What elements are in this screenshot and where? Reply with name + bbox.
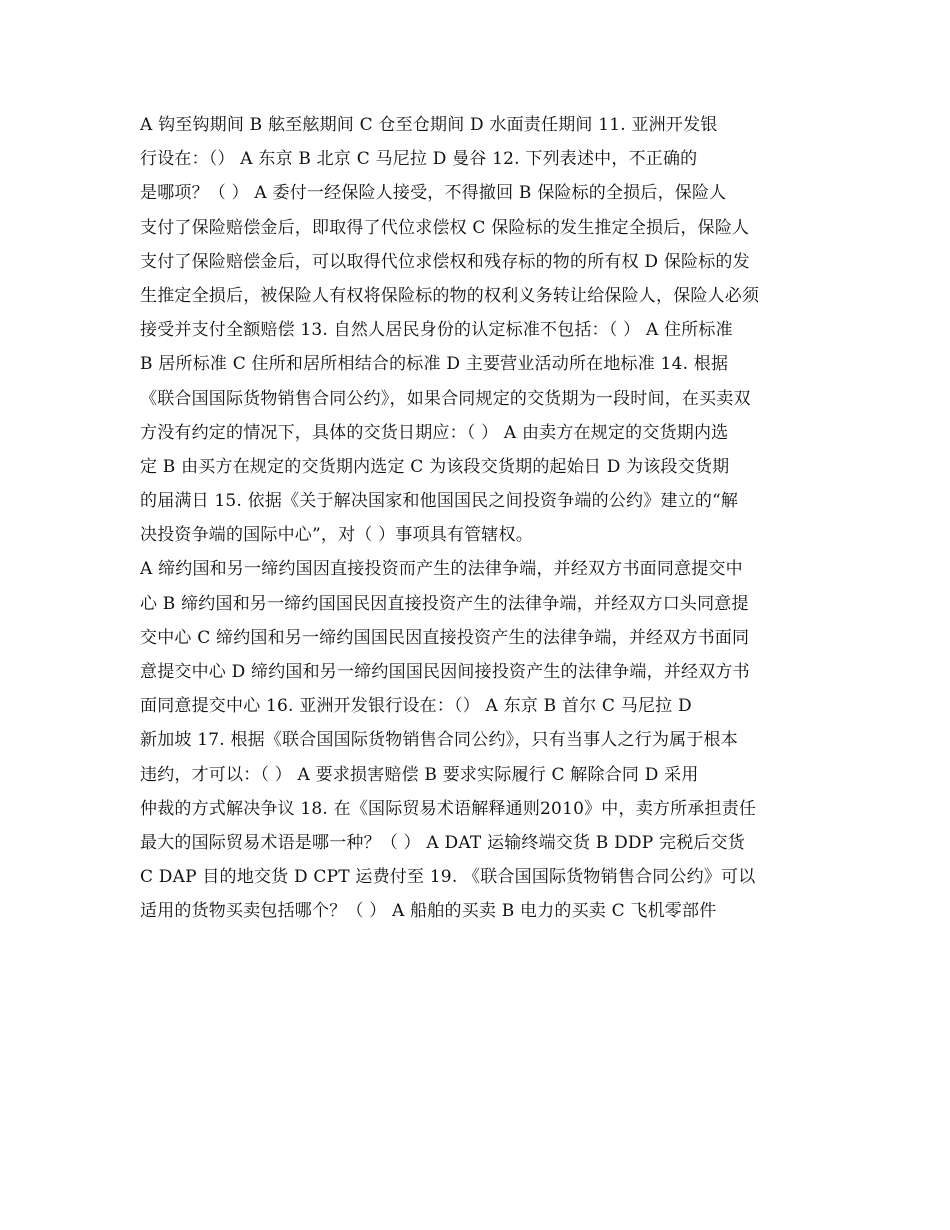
document-body [140, 108, 820, 929]
text-line: A 钩至钩期间 B 舷至舷期间 C 仓至仓期间 D 水面责任期间 11. 亚洲开发银 [140, 115, 718, 135]
text-line: 《联合国国际货物销售合同公约》，如果合同规定的交货期为一段时间，在买卖双 [140, 388, 751, 409]
text-line: 支付了保险赔偿金后，可以取得代位求偿权和残存标的物的所有权 D 保险标的发 [140, 251, 750, 272]
text-line: 心 B 缔约国和另一缔约国国民因直接投资产生的法律争端，并经双方口头同意提 [140, 593, 749, 614]
text-line: 适用的货物买卖包括哪个？（ ） A 船舶的买卖 B 电力的买卖 C 飞机零部件 [140, 901, 717, 922]
text-line: 方没有约定的情况下，具体的交货日期应：（ ） A 由卖方在规定的交货期内选 [140, 422, 729, 443]
text-line: 是哪项？（ ） A 委付一经保险人接受，不得撤回 B 保险标的全损后，保险人 [140, 183, 727, 204]
text-line: 仲裁的方式解决争议 18. 在《国际贸易术语解释通则2010》中，卖方所承担责任 [140, 798, 757, 819]
text-line: 新加坡 17. 根据《联合国国际货物销售合同公约》，只有当事人之行为属于根本 [140, 730, 738, 751]
text-line: 决投资争端的国际中心”，对（ ）事项具有管辖权。 [140, 525, 533, 546]
text-line: 接受并支付全额赔偿 13. 自然人居民身份的认定标准不包括：（ ） A 住所标准 [140, 320, 733, 341]
text-line: 的届满日 15. 依据《关于解决国家和他国国民之间投资争端的公约》建立的“解 [140, 491, 739, 512]
text-line: 意提交中心 D 缔约国和另一缔约国国民因间接投资产生的法律争端，并经双方书 [140, 662, 750, 682]
text-line: 生推定全损后，被保险人有权将保险标的物的权利义务转让给保险人，保险人必须 [140, 285, 760, 306]
text-line: 行设在：（） A 东京 B 北京 C 马尼拉 D 曼谷 12. 下列表述中，不正确的 [140, 149, 698, 170]
text-line: 面同意提交中心 16. 亚洲开发银行设在：（） A 东京 B 首尔 C 马尼拉 D [140, 696, 692, 717]
text-line: 定 B 由买方在规定的交货期内选定 C 为该段交货期的起始日 D 为该段交货期 [140, 456, 730, 477]
text-line: A 缔约国和另一缔约国因直接投资而产生的法律争端，并经双方书面同意提交中 [140, 559, 743, 580]
text-line: B 居所标准 C 住所和居所相结合的标准 D 主要营业活动所在地标准 14. 根据 [140, 354, 729, 375]
text-line: 违约，才可以：（ ） A 要求损害赔偿 B 要求实际履行 C 解除合同 D 采用 [140, 764, 699, 785]
text-line: C DAP 目的地交货 D CPT 运费付至 19. 《联合国国际货物销售合同公约》可以 [140, 867, 756, 888]
text-line: 最大的国际贸易术语是哪一种？（ ） A DAT 运输终端交货 B DDP 完税后交货 [140, 832, 746, 853]
text-line: 交中心 C 缔约国和另一缔约国国民因直接投资产生的法律争端，并经双方书面同 [140, 627, 750, 648]
text-line: 支付了保险赔偿金后，即取得了代位求偿权 C 保险标的发生推定全损后，保险人 [140, 217, 750, 238]
